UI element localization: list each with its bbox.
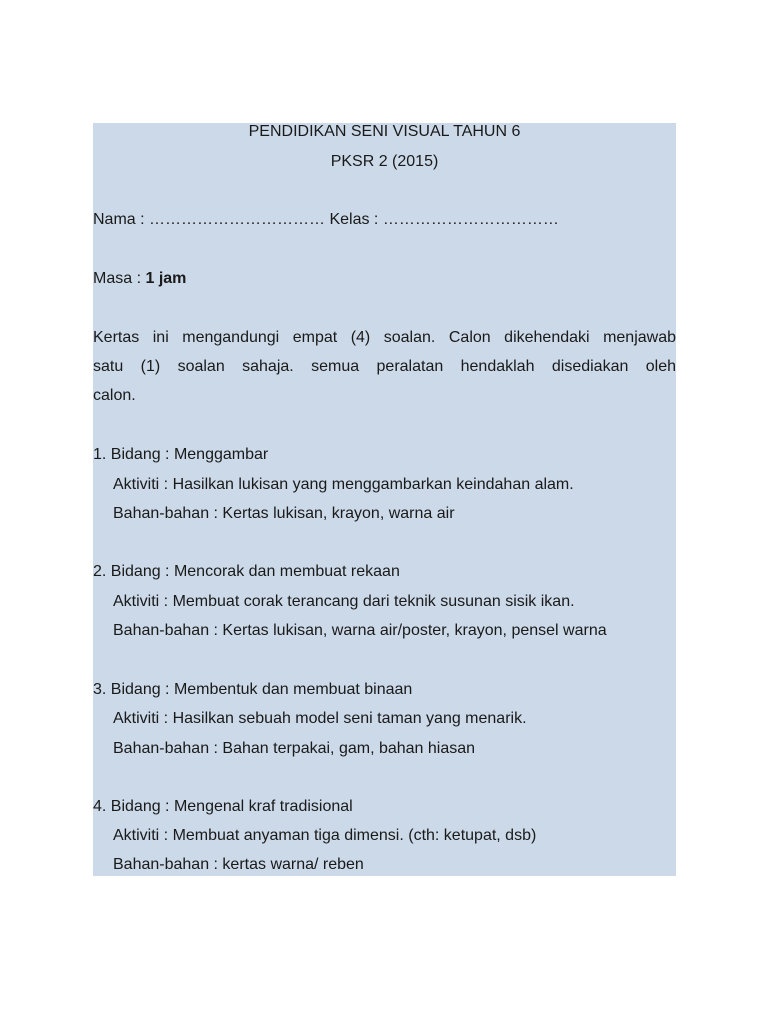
instructions-line-3: calon.	[93, 387, 136, 404]
name-class-line: Nama : …………………………… Kelas : ……………………………	[93, 211, 559, 228]
item-3-materials: Bahan-bahan : Bahan terpakai, gam, bahan hiasan	[113, 740, 476, 757]
document-panel	[93, 123, 676, 876]
document-title: PENDIDIKAN SENI VISUAL TAHUN 6	[248, 123, 521, 140]
item-2-field: 2. Bidang : Mencorak dan membuat rekaan	[93, 563, 400, 580]
instructions-line-1: Kertas ini mengandungi empat (4) soalan. Calon dikehendaki menjawab	[93, 329, 676, 346]
item-1-field: 1. Bidang : Menggambar	[93, 446, 269, 463]
item-4-materials: Bahan-bahan : kertas warna/ reben	[113, 856, 364, 873]
item-1-activity: Aktiviti : Hasilkan lukisan yang menggambarkan keindahan alam.	[113, 476, 574, 493]
item-2-materials: Bahan-bahan : Kertas lukisan, warna air/poster, krayon, pensel warna	[113, 622, 607, 639]
duration-line	[93, 267, 676, 291]
item-1-materials: Bahan-bahan : Kertas lukisan, krayon, warna air	[113, 505, 455, 522]
duration-value: 1 jam	[145, 270, 187, 287]
duration-label: Masa :	[93, 270, 146, 287]
item-2-activity: Aktiviti : Membuat corak terancang dari teknik susunan sisik ikan.	[113, 593, 575, 610]
item-4-activity: Aktiviti : Membuat anyaman tiga dimensi. (cth: ketupat, dsb)	[113, 827, 537, 844]
document-subtitle: PKSR 2 (2015)	[330, 153, 439, 170]
item-3-activity: Aktiviti : Hasilkan sebuah model seni taman yang menarik.	[113, 710, 527, 727]
item-4-field: 4. Bidang : Mengenal kraf tradisional	[93, 798, 353, 815]
item-3-field: 3. Bidang : Membentuk dan membuat binaan	[93, 681, 413, 698]
instructions-line-2: satu (1) soalan sahaja. semua peralatan hendaklah disediakan oleh	[93, 358, 676, 375]
